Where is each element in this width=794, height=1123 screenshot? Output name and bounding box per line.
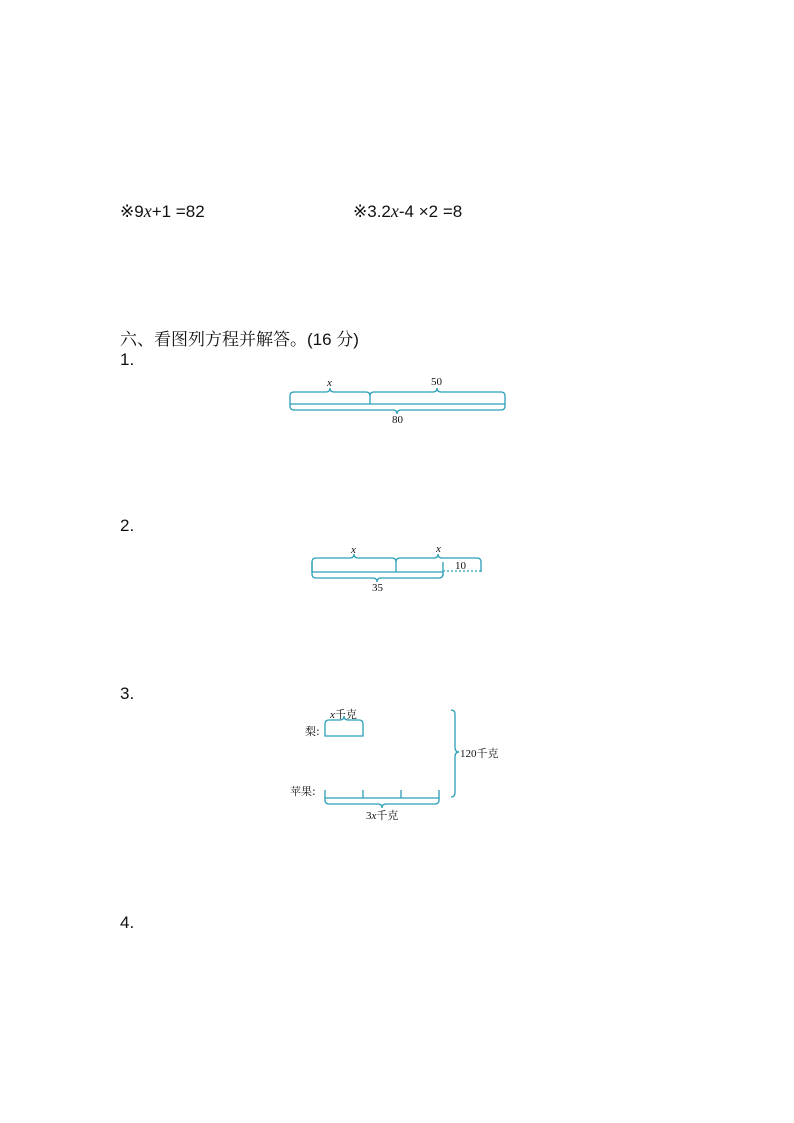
eq2-rest: -4 ×2 =8 — [398, 202, 463, 221]
problem-2-number: 2. — [120, 516, 135, 535]
problem-3-number: 3. — [120, 684, 135, 703]
d1-top-brace-50 — [370, 388, 505, 404]
diagram-2 — [312, 543, 481, 594]
d1-label-x: x — [327, 377, 332, 389]
eq2-var: x — [390, 201, 399, 221]
d3-pear-bar — [325, 724, 363, 736]
d1-top-brace-x — [290, 388, 370, 404]
d3-label-pear: 梨: — [305, 725, 320, 738]
d3-label-apple-bottom: 3x千克 — [366, 809, 399, 822]
d3-label-apple: 苹果: — [290, 785, 316, 798]
d2-label-x2: x — [436, 543, 441, 555]
d2-label-10: 10 — [455, 560, 466, 572]
problem-4-number: 4. — [120, 913, 135, 932]
d2-label-35: 35 — [372, 582, 383, 594]
problem-1-number: 1. — [120, 350, 135, 369]
d2-label-x1: x — [351, 544, 356, 556]
d3-apple-bar — [325, 790, 439, 798]
d3-label-pear-top: x千克 — [330, 708, 357, 721]
d2-top-brace-x1 — [312, 554, 396, 572]
d3-right-brace — [451, 710, 459, 797]
section-score: (16 分) — [307, 330, 359, 349]
diagram-1 — [290, 376, 505, 426]
d2-top-brace-x2 — [396, 554, 481, 572]
d3-label-total: 120千克 — [460, 747, 499, 760]
eq1-rest: +1 =82 — [151, 202, 205, 221]
d1-bottom-brace-80 — [290, 404, 505, 414]
section-title: 六、看图列方程并解答。 — [120, 330, 307, 349]
eq1-prefix: ※9 — [120, 202, 144, 221]
d3-apple-bottom-brace — [325, 798, 439, 808]
eq2-prefix: ※3.2 — [353, 202, 391, 221]
d1-label-80: 80 — [392, 414, 403, 426]
diagram-3 — [290, 707, 499, 822]
d2-bottom-brace-35 — [312, 572, 443, 582]
eq1-var: x — [143, 201, 152, 221]
d1-label-50: 50 — [431, 376, 442, 388]
